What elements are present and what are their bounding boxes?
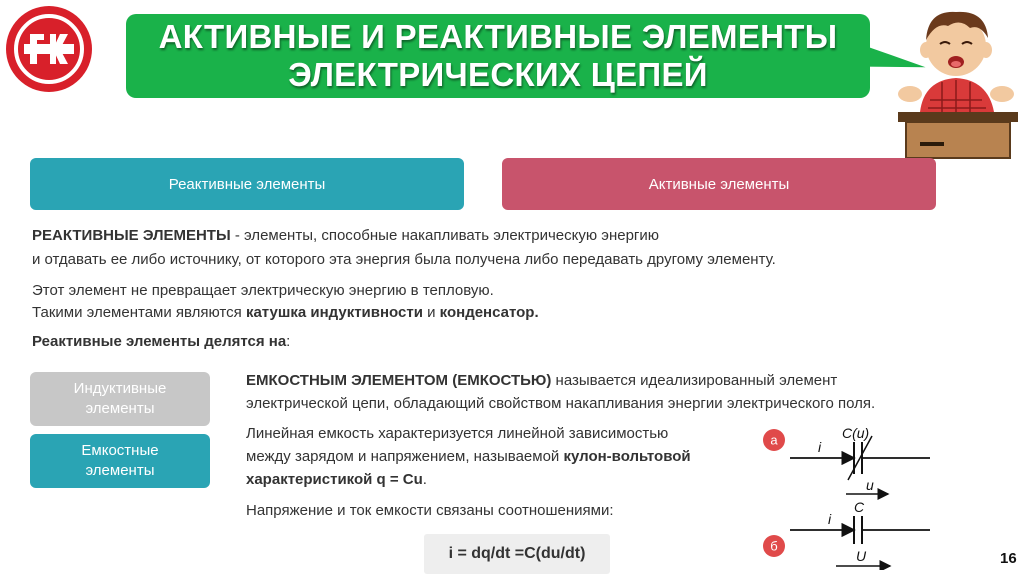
capacitive-label-line-2: элементы: [85, 462, 155, 479]
volt-b-label: U: [856, 548, 867, 564]
capacitive-p2-line-2-pre: между зарядом и напряжением, называемой: [246, 448, 564, 465]
tab-reactive-label: Реактивные элементы: [168, 175, 326, 193]
capacitive-p2-line-2: [246, 446, 691, 468]
division-heading: Реактивные элементы делятся на: [32, 333, 287, 350]
current-a-label: i: [818, 439, 822, 455]
badge-a-label: а: [770, 432, 778, 448]
circuit-a: [763, 425, 930, 494]
capacitive-p1-rest: называется идеализированный элемент: [551, 372, 838, 389]
capacitive-p2-line-3: [246, 469, 427, 491]
definition-line-5: [32, 331, 290, 353]
capacitive-p1-line-2: электрической цепи, обладающий свойством накапливания энергии электрического поля.: [246, 395, 876, 412]
tab-active-label: Активные элементы: [648, 175, 790, 193]
definition-line-1-rest: - элементы, способные накапливать электрическую энергию: [230, 227, 660, 244]
definition-line-4-mid: и: [422, 304, 440, 321]
characteristic-term: характеристикой q = Cu: [246, 471, 423, 488]
inductor-term: катушка индуктивности: [245, 304, 423, 321]
title-banner: [126, 14, 870, 98]
capacitive-elements-button[interactable]: [30, 434, 210, 488]
cap-a-label: C(u): [842, 425, 870, 441]
capacitive-p3: Напряжение и ток емкости связаны соотношениями:: [246, 502, 614, 519]
capacitive-term: ЕМКОСТНЫМ ЭЛЕМЕНТОМ (ЕМКОСТЬЮ): [246, 372, 552, 389]
capacitive-p1-line-1: [246, 370, 837, 392]
definition-line-3: Этот элемент не превращает электрическую энергию в тепловую.: [32, 282, 494, 299]
division-colon: :: [286, 333, 291, 350]
definition-line-4: [32, 302, 539, 324]
inductive-elements-button[interactable]: [30, 372, 210, 426]
teacher-mascot-icon: [890, 0, 1024, 160]
badge-b-label: б: [770, 538, 778, 554]
tab-active-elements[interactable]: [502, 158, 936, 210]
formula-box: [424, 534, 610, 574]
title-line-1: АКТИВНЫЕ И РЕАКТИВНЫЕ ЭЛЕМЕНТЫ: [158, 18, 838, 55]
page-number: 16: [1000, 550, 1017, 567]
logo: [6, 6, 92, 92]
definition-line-2: и отдавать ее либо источнику, от которого эта энергия была получена либо передавать другому элементу.: [32, 251, 776, 268]
capacitor-term: конденсатор.: [439, 304, 539, 321]
coulomb-volt-term: кулон-вольтовой: [563, 448, 691, 465]
capacitive-label-line-1: Емкостные: [81, 442, 159, 459]
characteristic-dot: .: [422, 471, 427, 488]
definition-term: РЕАКТИВНЫЕ ЭЛЕМЕНТЫ: [32, 227, 231, 244]
current-b-label: i: [828, 511, 832, 527]
tab-reactive-elements[interactable]: [30, 158, 464, 210]
circuit-b: [763, 499, 930, 566]
formula-text: i = dq/dt =C(du/dt): [448, 545, 586, 562]
logo-emblem-icon: [6, 6, 92, 92]
inductive-label-line-1: Индуктивные: [73, 380, 167, 397]
capacitor-circuits: [760, 420, 940, 570]
cap-b-label: C: [854, 499, 865, 515]
inductive-label-line-2: элементы: [85, 400, 155, 417]
title-line-2: ЭЛЕКТРИЧЕСКИХ ЦЕПЕЙ: [288, 56, 708, 93]
definition-line-1: [32, 225, 659, 247]
volt-a-label: u: [866, 477, 874, 493]
definition-line-4-pre: Такими элементами являются: [32, 304, 246, 321]
capacitive-p2-line-1: Линейная емкость характеризуется линейной зависимостью: [246, 425, 669, 442]
